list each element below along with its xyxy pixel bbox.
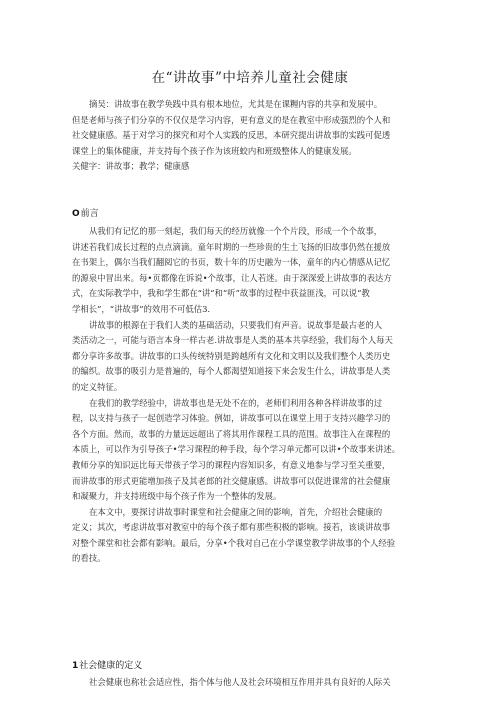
paragraph-line: 都分享许多故事。讲故事的口头传统特别是跨越所有文化和文明以及我们整个人类历史 xyxy=(72,350,391,361)
paragraph-line: 而讲故事的形式更能增加孩子及其老郎的社交健康感。讲故事可以促进课常的社会健康 xyxy=(72,475,391,486)
abstract xyxy=(72,97,434,175)
abstract-line: 但是老师与孩子们分享的不仅仅是学习内容，更有意义的是在教室中形成强烈的个人和 xyxy=(72,114,391,125)
section-title: 前言 xyxy=(80,209,99,219)
paragraph xyxy=(72,505,434,567)
paragraph-line: 对整个课堂和社会都有影响。最后，分享•个我对自己在小学课堂教学讲故事的个人经验 xyxy=(72,537,396,548)
paragraph xyxy=(72,396,434,505)
paragraph-line: 在书架上，偶尔当我们翻阅它的书页，数十年的历史融为一体，童年的内心情感从记忆 xyxy=(72,257,391,268)
paragraph-line: 的定义特征。 xyxy=(72,381,123,392)
paragraph-line: 从我们有记忆的那一刻起，我们每天的经历就像一个个片段，形成一个个故事， xyxy=(89,226,383,236)
abstract-line: 摘吴：讲故事在教学奂践中具有根本地位，尤其是在课糎内容的共享和发展中。 xyxy=(89,99,383,109)
section-heading-preface xyxy=(72,206,99,219)
paragraph-line: 类活动之一，可能与语言本身一样古老.讲故事是人类的基本共享经验，我们每个人每天 xyxy=(72,335,393,346)
paragraph-line: 教师分享的知识远比每天带孩子学习的课程内容知识多，有意义地参与学习至关重要， xyxy=(72,459,391,470)
paragraph-line: 社会健康也称社会适应性，指个体与他人及社会环境相互作用并具有良好的人际关 xyxy=(89,677,391,687)
paragraph-line: 学相长”，“讲故事”的效用不可低估3. xyxy=(72,303,211,314)
section-number: O xyxy=(72,209,80,219)
section-heading-social-health xyxy=(72,658,142,671)
abstract-line: 课堂上的集体健康，并支持每个孩子作为该班蛟内和班级整体人的健康发展。 xyxy=(72,145,357,156)
paragraph xyxy=(72,318,434,396)
document-title: 在“讲故事”中培养儿童社会健康 xyxy=(151,70,349,86)
paragraph-line: 在本文中，要探讨讲故事时课堂和社会健康之间的影响，首先，介绍社会健康的 xyxy=(89,506,383,517)
paragraph-line: 和凝聚力，并支持班级中每个孩子作为一个整体的发展。 xyxy=(72,491,282,502)
keywords: 关健字：讲故事；教学；健康感 xyxy=(72,161,190,172)
paragraph-line: 各个方面。然而，故事的力量远远超出了将其用作课程工具的范围。故事注入在课程的 xyxy=(72,428,391,439)
paragraph-line: 讲述若我们成长过程的点点滴滴。童年时期的一些珍贵的生土飞扬的旧故事仍然在援放 xyxy=(72,241,391,252)
preface-body xyxy=(72,224,434,567)
section-title: 社会健康的定义 xyxy=(79,661,143,671)
paragraph-line: 的源泉中冒出来。每•页都像在诉说•个故事，让人若迷。由于深深爱上讲故事的表达方 xyxy=(72,272,392,283)
paragraph-line: 的看技。 xyxy=(72,553,106,564)
paragraph-line: 的编织。故事的吸引力是普遍的，每个人都渴望知道接下来会发生什么，讲故事是人类 xyxy=(72,366,391,377)
paragraph-line: 式，在实际教学中，我和学生都在“讲”和“听”故事的过程中获益匪浅，可以说“教 xyxy=(72,288,370,299)
paragraph-line: 在我们的教学经验中，讲故事也是无处不在的，老师们利用各种各样讲故事的过 xyxy=(89,397,383,408)
paragraph xyxy=(72,224,434,318)
section-number: 1 xyxy=(72,661,79,671)
paragraph-line: 讲故事的根源在于我们人类的基础活动，只要我们有声音。说故事是最古老的人 xyxy=(89,319,383,330)
abstract-line: 社交健康感。基于对学习的探究和对个人实践的反思，本研究提出讲故事的实践可促透 xyxy=(72,130,391,141)
paragraph-line: 程，以支持与孩子一起创造学习体验。例如，讲故事可以在课堂上用于支持兴趣学习的 xyxy=(72,413,391,424)
paragraph-line: 定义；其次，考虑讲故事对教室中的每个孩子都有那些积极的影响。接若，该谈讲故事 xyxy=(72,522,391,533)
section1-body xyxy=(72,675,434,691)
paragraph-line: 本质上，可以作为引导孩子•学习课程的种手段，每个学习单元都可以讲•个故事来讲述。 xyxy=(72,444,401,455)
